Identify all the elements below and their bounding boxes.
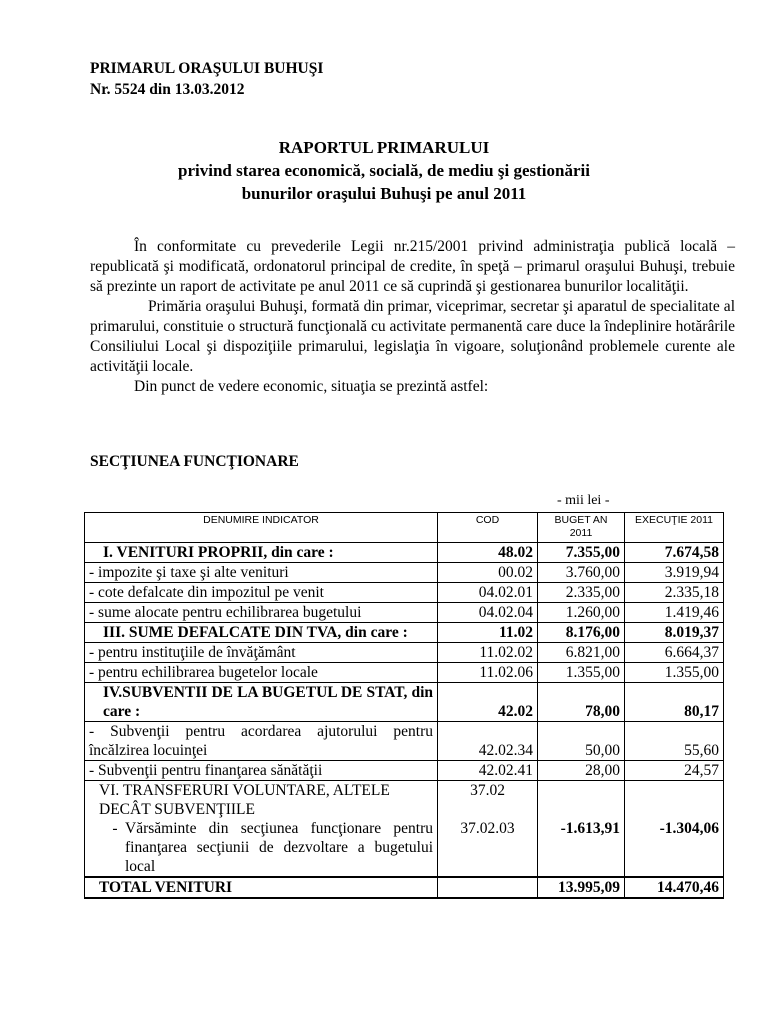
- table-header-row: [85, 513, 724, 543]
- buget-cell: 50,00: [538, 722, 625, 761]
- indicator-cell: - Subvenţii pentru finanţarea sănătăţii: [85, 761, 438, 781]
- cod-cell: [438, 877, 538, 898]
- indicator-cell: - impozite şi taxe şi alte venituri: [85, 563, 438, 583]
- indicator-cell: I. VENITURI PROPRII, din care :: [85, 543, 438, 563]
- indicator-cell: - pentru instituţiile de învăţământ: [85, 643, 438, 663]
- cod-cell: 04.02.01: [438, 583, 538, 603]
- buget-cell: 1.260,00: [538, 603, 625, 623]
- title-line-2: privind starea economică, socială, de mediu şi gestionării: [178, 161, 590, 180]
- cod-cell: 48.02: [438, 543, 538, 563]
- cod-cell: 11.02: [438, 623, 538, 643]
- executie-cell: 2.335,18: [625, 583, 724, 603]
- document-header: [90, 58, 323, 100]
- executie-cell: 24,57: [625, 761, 724, 781]
- executie-cell: 8.019,37: [625, 623, 724, 643]
- table-row: [85, 603, 724, 623]
- paragraph: Din punct de vedere economic, situaţia se prezintă astfel:: [134, 378, 489, 395]
- executie-cell: 6.664,37: [625, 643, 724, 663]
- table-row: [85, 623, 724, 643]
- executie-cell: 14.470,46: [625, 877, 724, 898]
- cod-cell: 42.02: [438, 683, 538, 722]
- table-row: [85, 563, 724, 583]
- buget-cell: 2.335,00: [538, 583, 625, 603]
- indicator-cell: - sume alocate pentru echilibrarea bugetului: [85, 603, 438, 623]
- buget-cell: 8.176,00: [538, 623, 625, 643]
- cod-cell: [438, 781, 538, 878]
- table-row: [85, 663, 724, 683]
- buget-cell: 7.355,00: [538, 543, 625, 563]
- indicator-cell: - Subvenţii pentru acordarea ajutorului pentru încălzirea locuinţei: [85, 722, 438, 761]
- unit-label: - mii lei -: [557, 493, 610, 508]
- budget-table: [84, 512, 724, 899]
- sub-item-text: Vărsăminte din secţiunea funcţionare pentru finanţarea secţiunii de dezvoltare a bugetului local: [125, 820, 433, 875]
- buget-cell: -1.613,91: [538, 781, 625, 878]
- table-row: [85, 761, 724, 781]
- total-row: [85, 877, 724, 898]
- sub-item: [89, 819, 433, 876]
- title-line-3: bunurilor oraşului Buhuşi pe anul 2011: [241, 184, 527, 203]
- title-line-1: RAPORTUL PRIMARULUI: [278, 138, 490, 157]
- executie-cell: 7.674,58: [625, 543, 724, 563]
- column-header: BUGET AN 2011: [538, 513, 625, 543]
- indicator-cell: TOTAL VENITURI: [85, 877, 438, 898]
- indicator-cell: III. SUME DEFALCATE DIN TVA, din care :: [85, 623, 438, 643]
- table-row: [85, 722, 724, 761]
- paragraph: Primăria oraşului Buhuşi, formată din primar, viceprimar, secretar şi aparatul de specialitate al primarului, constituie o structură funcţională cu activitate permanentă care duce la îndeplinire hotărârile Consiliului Local şi dispoziţiile primarului, legislaţia în vigoare, soluţionând problemele curente ale activităţii locale.: [90, 298, 735, 375]
- indicator-cell: IV.SUBVENTII DE LA BUGETUL DE STAT, din care :: [85, 683, 438, 722]
- cod-value: 37.02: [470, 782, 505, 799]
- list-dash: -: [112, 820, 118, 837]
- buget-cell: 78,00: [538, 683, 625, 722]
- indicator-cell: - pentru echilibrarea bugetelor locale: [85, 663, 438, 683]
- buget-cell: 3.760,00: [538, 563, 625, 583]
- buget-cell: 28,00: [538, 761, 625, 781]
- table-row: [85, 683, 724, 722]
- table-row: [85, 781, 724, 878]
- cod-cell: 42.02.41: [438, 761, 538, 781]
- executie-cell: -1.304,06: [625, 781, 724, 878]
- section-title: SECŢIUNEA FUNCŢIONARE: [90, 453, 299, 470]
- paragraph: În conformitate cu prevederile Legii nr.215/2001 privind administraţia publică locală – republicată şi modificată, ordonatorul principal de credite, în speţă – primarul oraşului Buhuşi, trebuie să prezinte un raport de activitate pe anul 2011 ce să cuprindă şi gestionarea bunurilor localităţii.: [90, 238, 735, 295]
- executie-cell: 80,17: [625, 683, 724, 722]
- buget-cell: 6.821,00: [538, 643, 625, 663]
- registration-number: Nr. 5524 din 13.03.2012: [90, 81, 245, 98]
- column-header: DENUMIRE INDICATOR: [85, 513, 438, 543]
- cod-cell: 04.02.04: [438, 603, 538, 623]
- cod-cell: 11.02.06: [438, 663, 538, 683]
- buget-cell: 1.355,00: [538, 663, 625, 683]
- issuer-line: PRIMARUL ORAŞULUI BUHUŞI: [90, 60, 324, 77]
- column-header: COD: [438, 513, 538, 543]
- table-row: [85, 643, 724, 663]
- cod-cell: 00.02: [438, 563, 538, 583]
- indicator-cell: [85, 781, 438, 878]
- cod-cell: 11.02.02: [438, 643, 538, 663]
- report-body: [90, 237, 735, 397]
- table-row: [85, 583, 724, 603]
- table-row: [85, 543, 724, 563]
- executie-cell: 1.419,46: [625, 603, 724, 623]
- column-header: EXECUŢIE 2011: [625, 513, 724, 543]
- cod-cell: 42.02.34: [438, 722, 538, 761]
- executie-cell: 55,60: [625, 722, 724, 761]
- executie-cell: 1.355,00: [625, 663, 724, 683]
- report-title: [0, 136, 768, 205]
- buget-cell: 13.995,09: [538, 877, 625, 898]
- executie-cell: 3.919,94: [625, 563, 724, 583]
- sub-cod-value: 37.02.03: [460, 820, 515, 837]
- transfer-title: VI. TRANSFERURI VOLUNTARE, ALTELE DECÂT SUBVENŢIILE: [99, 782, 390, 818]
- indicator-cell: - cote defalcate din impozitul pe venit: [85, 583, 438, 603]
